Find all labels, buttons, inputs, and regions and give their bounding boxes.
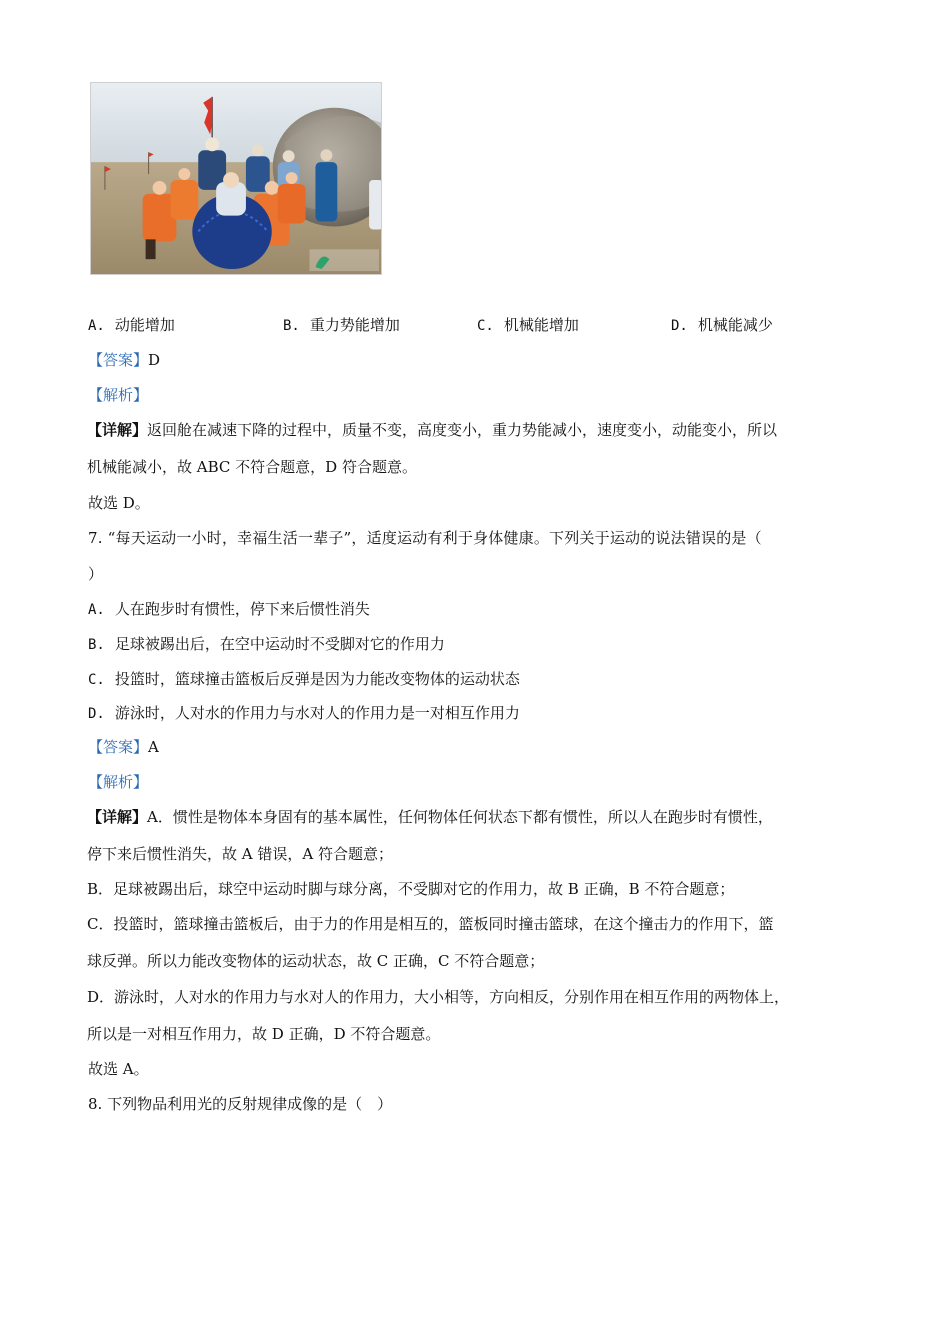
q6-option-b xyxy=(283,315,400,336)
option-key: B. xyxy=(283,318,300,334)
q6-conclusion: 故选 D。 xyxy=(88,494,150,512)
q7-analysis-heading xyxy=(88,772,148,792)
q7-option-d xyxy=(88,703,520,724)
answer-tag: 【答案】 xyxy=(88,351,149,369)
q7-option-a xyxy=(88,599,370,620)
answer-value: D xyxy=(148,351,161,369)
q6-detail-line-1 xyxy=(87,420,777,440)
option-key: A. xyxy=(88,602,105,618)
answer-tag: 【答案】 xyxy=(88,738,149,756)
option-text: 人在跑步时有惯性，停下来后惯性消失 xyxy=(114,600,370,618)
q6-detail-line-2: 机械能减小，故 ABC 不符合题意，D 符合题意。 xyxy=(87,458,417,476)
capsule-landing-photo xyxy=(90,82,382,275)
q7-detail-line-1 xyxy=(87,807,773,827)
detail-text: 返回舱在减速下降的过程中，质量不变，高度变小，重力势能减小，速度变小，动能变小，所以 xyxy=(147,421,778,439)
q7-answer xyxy=(88,737,159,757)
q7-detail-line-3: B．足球被踢出后，球空中运动时脚与球分离，不受脚对它的作用力，故 B 正确，B 不符合题意； xyxy=(87,880,735,898)
q7-detail-line-2: 停下来后惯性消失，故 A 错误，A 符合题意； xyxy=(87,845,393,863)
q7-stem-line-2: ） xyxy=(88,565,104,583)
q7-detail-line-7: 所以是一对相互作用力，故 D 正确，D 不符合题意。 xyxy=(87,1025,441,1043)
option-text: 重力势能增加 xyxy=(309,316,400,334)
q6-answer xyxy=(88,350,160,370)
q6-option-d xyxy=(671,315,773,336)
detail-tag: 【详解】 xyxy=(87,808,148,826)
option-key: D. xyxy=(88,706,105,722)
option-text: 投篮时，篮球撞击篮板后反弹是因为力能改变物体的运动状态 xyxy=(114,670,520,688)
option-text: 机械能减少 xyxy=(697,316,773,334)
q8-stem: 8. 下列物品利用光的反射规律成像的是（ ） xyxy=(88,1095,393,1113)
option-text: 游泳时，人对水的作用力与水对人的作用力是一对相互作用力 xyxy=(114,704,520,722)
option-key: C. xyxy=(477,318,494,334)
analysis-tag: 【解析】 xyxy=(88,386,149,404)
q6-analysis-heading xyxy=(88,385,148,405)
detail-text: A．惯性是物体本身固有的基本属性，任何物体任何状态下都有惯性，所以人在跑步时有惯性， xyxy=(147,808,773,826)
option-key: B. xyxy=(88,637,105,653)
q7-detail-line-5: 球反弹。所以力能改变物体的运动状态，故 C 正确，C 不符合题意； xyxy=(87,952,545,970)
q7-detail-line-6: D．游泳时，人对水的作用力与水对人的作用力，大小相等，方向相反，分别作用在相互作用的两物体上， xyxy=(87,988,790,1006)
q7-option-b xyxy=(88,634,445,655)
analysis-tag: 【解析】 xyxy=(88,773,149,791)
q7-stem-line-1: 7. “每天运动一小时，幸福生活一辈子”，适度运动有利于身体健康。下列关于运动的说法错误的是（ xyxy=(88,529,762,547)
option-text: 动能增加 xyxy=(114,316,175,334)
option-text: 足球被踢出后，在空中运动时不受脚对它的作用力 xyxy=(114,635,445,653)
q7-option-c xyxy=(88,669,520,690)
q6-option-a xyxy=(88,315,175,336)
option-key: D. xyxy=(671,318,688,334)
option-key: A. xyxy=(88,318,105,334)
q7-conclusion: 故选 A。 xyxy=(88,1060,149,1078)
option-text: 机械能增加 xyxy=(503,316,579,334)
q6-option-c xyxy=(477,315,579,336)
answer-value: A xyxy=(148,738,159,756)
option-key: C. xyxy=(88,672,105,688)
detail-tag: 【详解】 xyxy=(87,421,148,439)
q7-detail-line-4: C．投篮时，篮球撞击篮板后，由于力的作用是相互的，篮板同时撞击篮球，在这个撞击力的作用下，篮 xyxy=(87,915,774,933)
